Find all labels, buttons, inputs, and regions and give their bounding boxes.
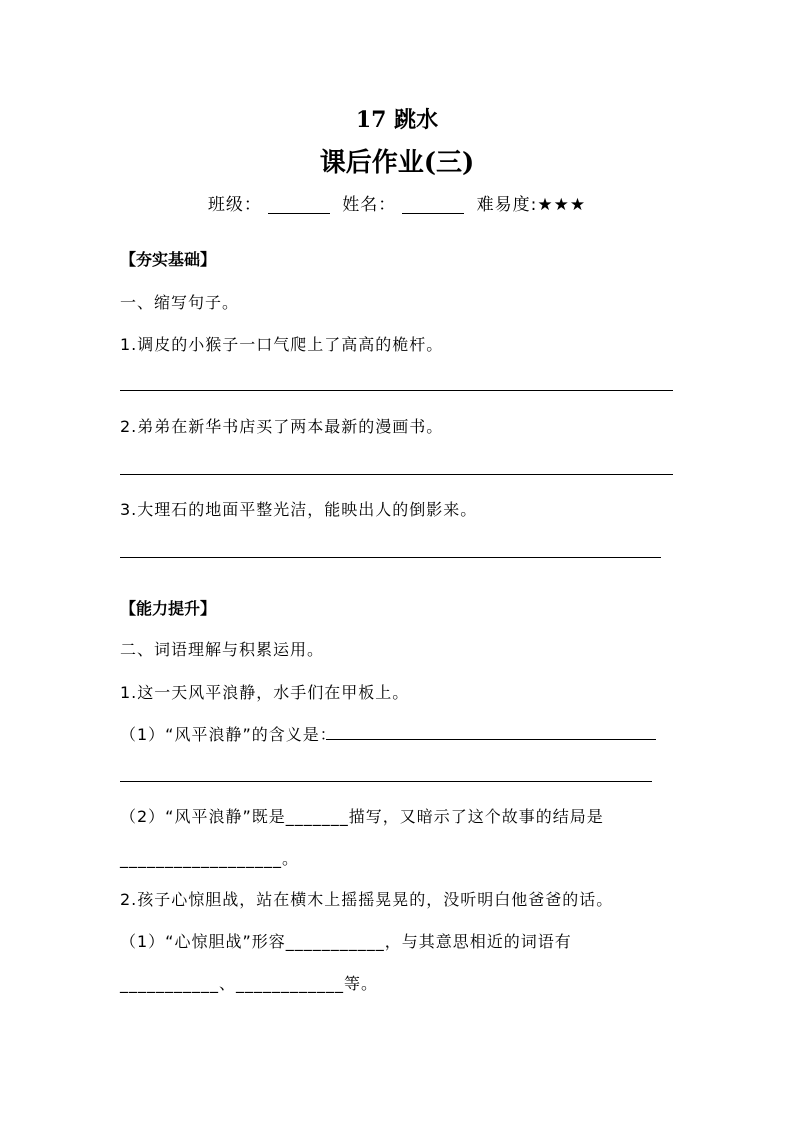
answer-line-1[interactable] [120, 390, 673, 391]
sentence-item-1: 1.调皮的小猴子一口气爬上了高高的桅杆。 [120, 335, 444, 354]
q1-part1-answer-line-2[interactable] [120, 781, 652, 782]
sentence-item-2: 2.弟弟在新华书店买了两本最新的漫画书。 [120, 417, 444, 436]
section-heading-improve: 【能力提升】 [120, 599, 217, 618]
section-heading-basics: 【夯实基础】 [120, 250, 217, 269]
difficulty-label: 难易度:★★★ [476, 195, 587, 215]
answer-line-2[interactable] [120, 474, 673, 475]
q2-part1-continuation: ___________、____________等。 [120, 974, 379, 993]
lesson-title: 17 跳水 [355, 107, 439, 133]
question-2-title: 二、词语理解与积累运用。 [120, 640, 325, 659]
worksheet-subtitle: 课后作业(三) [319, 148, 475, 178]
student-info-line [0, 190, 794, 215]
q2-sentence: 2.孩子心惊胆战，站在横木上摇摇晃晃的，没听明白他爸爸的话。 [120, 890, 614, 909]
sentence-item-3: 3.大理石的地面平整光洁，能映出人的倒影来。 [120, 500, 478, 519]
question-1-title: 一、缩写句子。 [120, 293, 240, 312]
class-blank[interactable] [268, 195, 330, 214]
q1-part1-prompt: （1）“风平浪静”的含义是： [120, 725, 337, 744]
q1-part1-answer-line[interactable] [326, 739, 656, 740]
name-blank[interactable] [402, 195, 464, 214]
q1-sentence: 1.这一天风平浪静，水手们在甲板上。 [120, 683, 410, 702]
class-label: 班级： [207, 195, 262, 215]
q2-part1-prompt: （1）“心惊胆战”形容___________，与其意思相近的词语有 [120, 932, 572, 951]
name-label: 姓名： [342, 195, 397, 215]
q1-part2-continuation: __________________。 [120, 849, 300, 868]
q1-part2-prompt: （2）“风平浪静”既是_______描写，又暗示了这个故事的结局是 [120, 807, 604, 826]
answer-line-3[interactable] [120, 557, 661, 558]
